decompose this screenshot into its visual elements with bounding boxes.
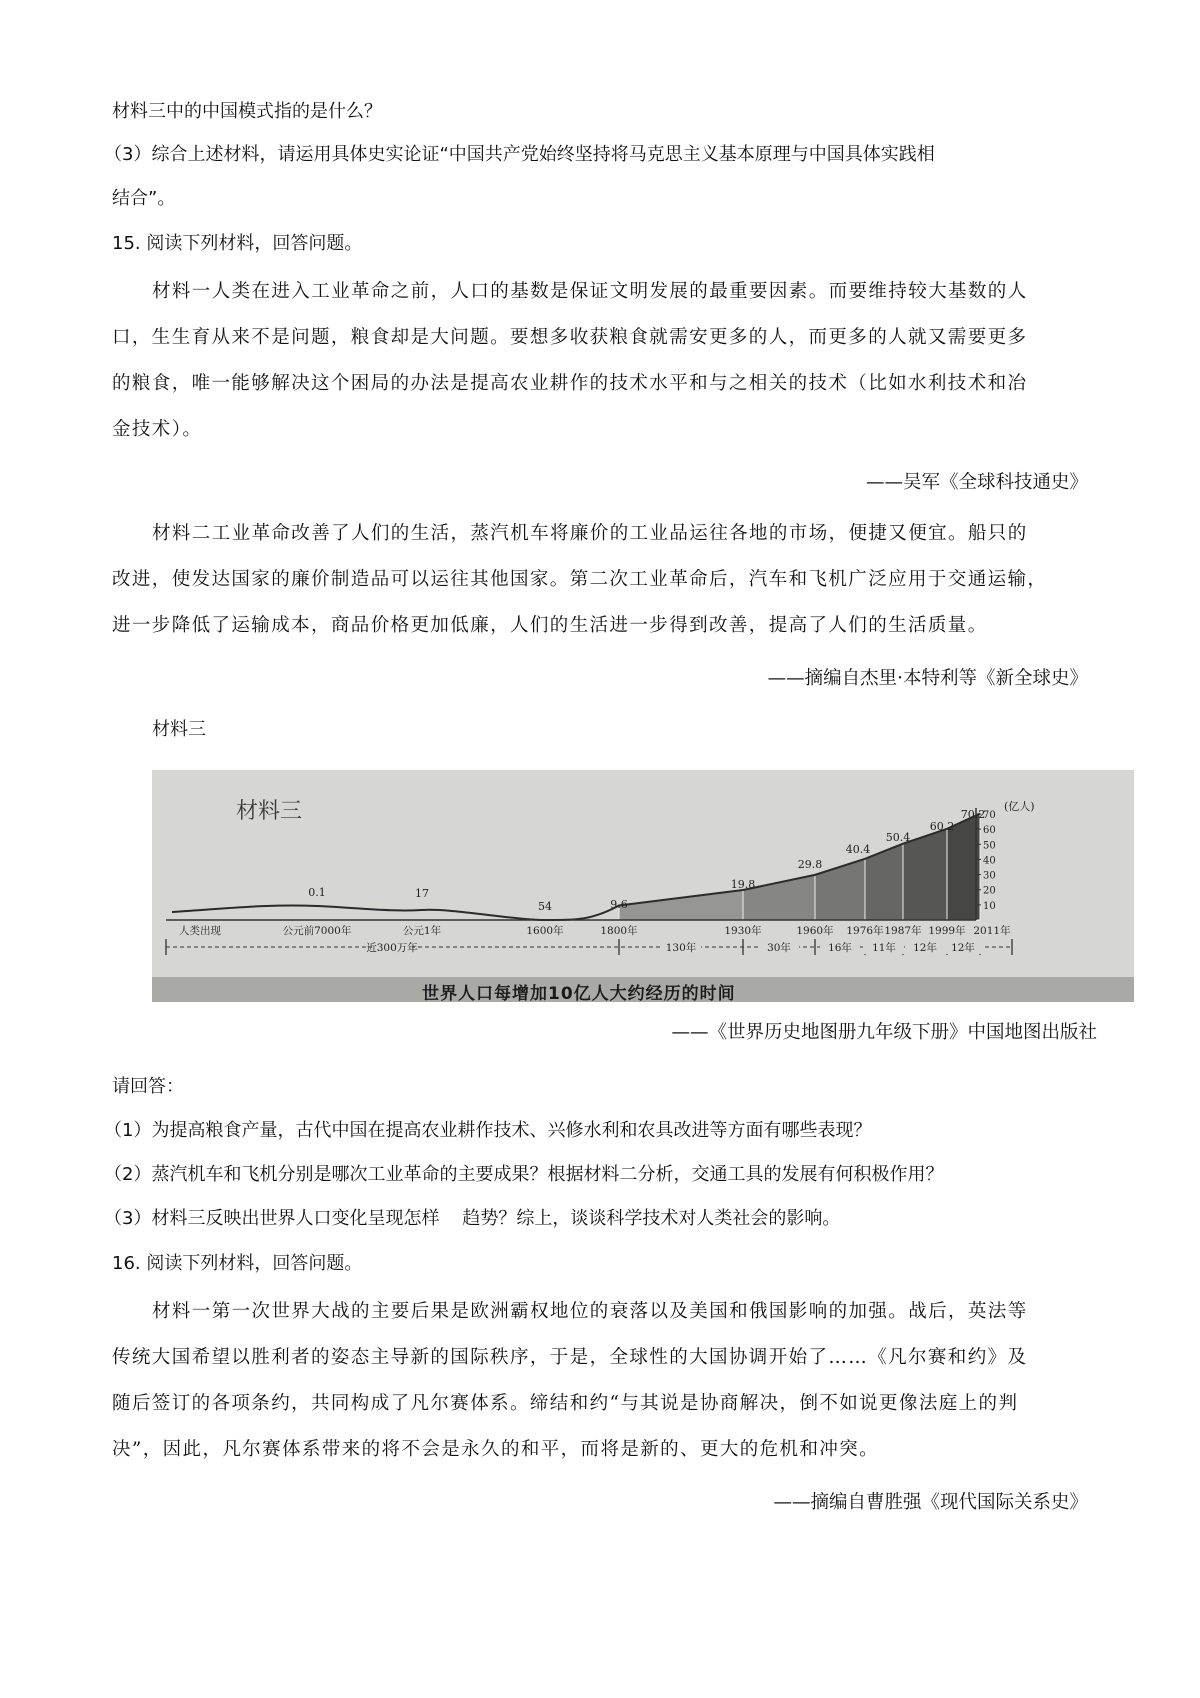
material-1-line-3: 的粮食，唯一能够解决这个困局的办法是提高农业耕作的技术水平和与之相关的技术（比如水利技术和冶 — [112, 373, 1028, 394]
chart-x-label: 1600年 — [526, 925, 564, 937]
material-3-label: 材料三 — [152, 719, 206, 740]
material-1-line-1: 材料一人类在进入工业革命之前，人口的基数是保证文明发展的最重要因素。而要维持较大基数的人 — [152, 281, 1028, 302]
chart-value-label: 50.4 — [885, 831, 911, 844]
chart-interval-label: 30年 — [767, 942, 791, 954]
chart-y-tick-label: 20 — [983, 885, 996, 897]
chart-x-label: 1999年 — [928, 925, 966, 937]
question-16-material-1-line-3: 随后签订的各项条约，共同构成了凡尔赛体系。缔结和约“与其说是协商解决，倒不如说更像法庭上的判 — [112, 1393, 1019, 1414]
chart-interval-label: 130年 — [665, 942, 697, 954]
chart-interval-label: 11年 — [872, 942, 896, 954]
chart-title: 世界人口每增加10亿人大约经历的时间 — [422, 984, 736, 1002]
chart-area-segment — [815, 859, 865, 920]
chart-value-label: 70.2 — [960, 808, 986, 821]
question-16-material-1-line-2: 传统大国希望以胜利者的姿态主导新的国际秩序，于是，全球性的大国协调开始了……《凡尔赛和约》及 — [112, 1347, 1028, 1368]
chart-value-label: 60.2 — [929, 820, 955, 833]
question-14-2-prompt: 材料三中的中国模式指的是什么？ — [112, 101, 382, 122]
chart-x-label: 人类出现 — [179, 925, 221, 937]
questions-intro: 请回答： — [112, 1076, 184, 1097]
chart-interval-label: 近300万年 — [366, 942, 418, 954]
chart-x-label: 1976年 — [846, 925, 884, 937]
chart-interval-label: 12年 — [913, 942, 937, 954]
population-chart-svg — [152, 770, 1134, 977]
question-15-heading: 15. 阅读下列材料，回答问题。 — [112, 233, 363, 254]
chart-corner-label: 材料三 — [236, 799, 303, 824]
question-16-material-1-source: ——摘编自曹胜强《现代国际关系史》 — [773, 1492, 1088, 1513]
material-2-line-2: 改进，使发达国家的廉价制造品可以运往其他国家。第二次工业革命后，汽车和飞机广泛应用于交通运输， — [112, 569, 1048, 590]
chart-value-label: 0.1 — [308, 886, 326, 899]
chart-area-segment — [619, 890, 743, 920]
question-15-2: （2）蒸汽机车和飞机分别是哪次工业革命的主要成果？根据材料二分析，交通工具的发展有何积极作用？ — [104, 1164, 944, 1185]
material-2-line-1: 材料二工业革命改善了人们的生活，蒸汽机车将廉价的工业品运往各地的市场，便捷又便宜。船只的 — [152, 523, 1028, 544]
material-1-line-2: 口，生生育从来不是问题，粮食却是大问题。要想多收获粮食就需安更多的人，而更多的人就又需要更多 — [112, 327, 1028, 348]
material-1-source: ——吴军《全球科技通史》 — [865, 472, 1088, 493]
chart-x-label: 2011年 — [973, 925, 1011, 937]
chart-y-tick-label: 60 — [983, 825, 996, 837]
chart-value-label: 19.8 — [730, 878, 756, 891]
chart-value-label: 29.8 — [797, 858, 823, 871]
chart-x-label: 公元1年 — [402, 925, 442, 937]
material-3-source: ——《世界历史地图册九年级下册》中国地图出版社 — [671, 1022, 1097, 1043]
chart-value-label: 9.6 — [610, 898, 628, 911]
chart-x-label: 1960年 — [796, 925, 834, 937]
chart-y-tick-label: 40 — [983, 855, 996, 867]
chart-interval-label: 12年 — [951, 942, 975, 954]
chart-value-label: 17 — [415, 887, 429, 900]
material-2-line-3: 进一步降低了运输成本，商品价格更加低廉，人们的生活进一步得到改善，提高了人们的生活质量。 — [112, 615, 988, 636]
question-16-material-1-line-1: 材料一第一次世界大战的主要后果是欧洲霸权地位的衰落以及美国和俄国影响的加强。战后，英法等 — [152, 1301, 1028, 1322]
question-14-3-cont: 结合”。 — [112, 188, 176, 209]
chart-unit-label: (亿人) — [1004, 800, 1035, 813]
chart-area-segment — [865, 844, 903, 920]
chart-y-tick-label: 50 — [983, 840, 996, 852]
chart-x-label: 1987年 — [884, 925, 922, 937]
question-14-3: （3）综合上述材料，请运用具体史实论证“中国共产党始终坚持将马克思主义基本原理与中国具体实践相 — [104, 144, 935, 165]
question-15-1: （1）为提高粮食产量，古代中国在提高农业耕作技术、兴修水利和农具改进等方面有哪些表现？ — [104, 1120, 872, 1141]
material-2-source: ——摘编自杰里·本特利等《新全球史》 — [767, 668, 1088, 689]
chart-interval-label: 16年 — [828, 942, 852, 954]
chart-y-tick-label: 10 — [983, 900, 996, 912]
chart-value-label: 54 — [538, 900, 552, 913]
question-16-heading: 16. 阅读下列材料，回答问题。 — [112, 1253, 363, 1274]
chart-x-label: 公元前7000年 — [282, 925, 352, 937]
question-16-material-1-line-4: 决”，因此，凡尔赛体系带来的将不会是永久的和平，而将是新的、更大的危机和冲突。 — [112, 1439, 880, 1460]
material-1-line-4: 金技术）。 — [112, 419, 203, 440]
chart-x-label: 1930年 — [724, 925, 762, 937]
chart-y-tick-label: 30 — [983, 870, 996, 882]
chart-x-label: 1800年 — [600, 925, 638, 937]
chart-value-label: 40.4 — [845, 843, 871, 856]
chart-y-tick-label: 70 — [983, 810, 996, 821]
population-chart — [152, 770, 1134, 1002]
question-15-3: （3）材料三反映出世界人口变化呈现怎样 趋势？综上，谈谈科学技术对人类社会的影响。 — [104, 1208, 841, 1229]
